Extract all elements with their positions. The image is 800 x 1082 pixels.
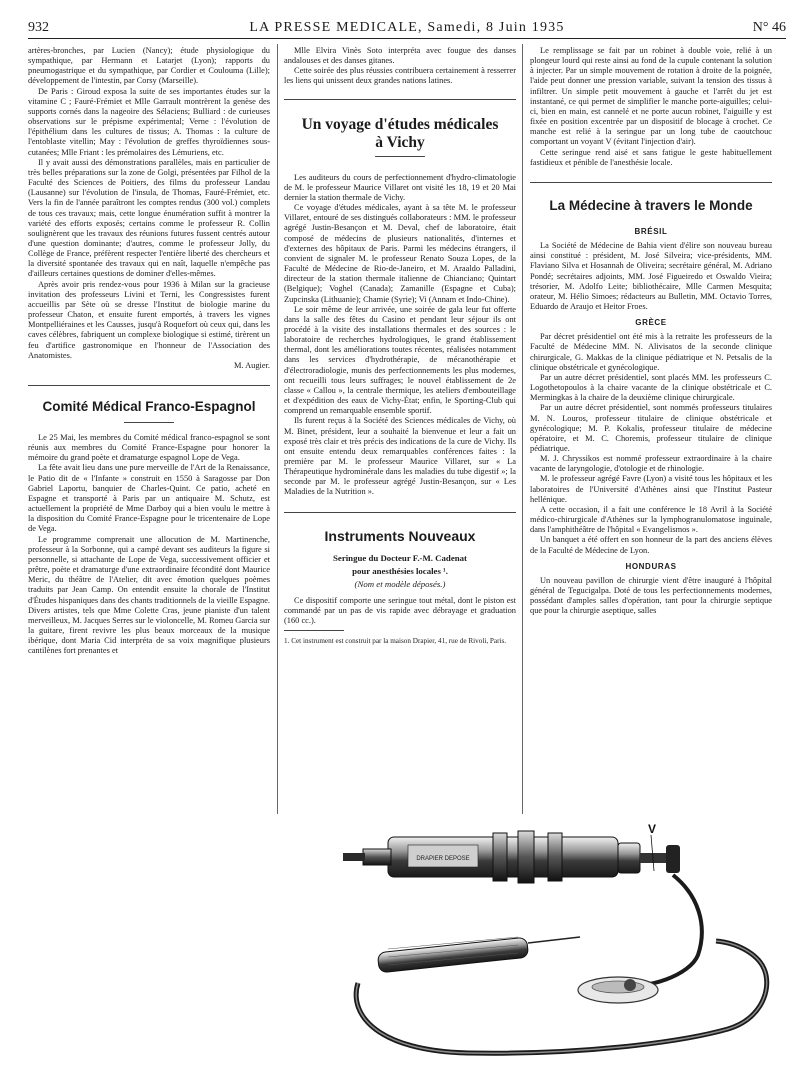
paragraph: La Société de Médecine de Bahia vient d'élire son nouveau bureau ainsi constitué : président, M. José Silveira; vice-présidents, MM. Flaviano Silva et Hosannah de Oliveira; secrétaire général, M. Adriano Pondé; secrétaires adjoints, MM. José Figueiredo et Oswaldo Vieira; trésorier, M. Adolfo Leite; bibliothécaire, Mlle Carmen Mesquita; orateur, M. Hélio Simoes; rédacteurs au Bulletin, MM. Octavio Torres, Eduardo de Araujo et Heitor Froes. — [530, 241, 772, 311]
paragraph: Les auditeurs du cours de perfectionnement d'hydro-climatologie de M. le professeur Maurice Villaret ont visité les 18, 19 et 20 Mai dernier la station thermale de Vichy. — [284, 172, 516, 202]
column-3 — [530, 46, 772, 617]
column-rule — [277, 44, 278, 814]
header-rule — [28, 38, 786, 39]
title-underline — [124, 422, 174, 423]
section-rule — [284, 512, 516, 513]
barrel-engraving: DRAPIER DEPOSE — [416, 856, 470, 862]
needle-handle — [377, 937, 528, 973]
section-rule — [284, 99, 516, 100]
subsection-title: Seringue du Docteur F.-M. Cadenat — [333, 552, 467, 563]
knurled-rings — [493, 831, 562, 883]
feed-tube — [618, 875, 702, 986]
paragraph: Après avoir pris rendez-vous pour 1936 à Milan sur la gracieuse invitation des professeurs Livini et Terni, les Congressistes furent accueillis par Sète où se dresse l'Institut de biologie marine du professeur Chaton, et ensuite furent emportés, à travers les vignes Montpelliéraines et les Causses, jusqu'à Roquefort où ceux qui, dans les caves célèbres, fabriquent un complexe biologique si estimé, tirèrent un feu d'artifice gastronomique en l'honneur de l'Association des Anatomistes. — [28, 279, 270, 360]
needle — [528, 937, 580, 943]
section-title: Un voyage d'études médicales — [301, 115, 499, 133]
paragraph: M. le professeur agrégé Favre (Lyon) a visité tous les hôpitaux et les laboratoires de l'Université d'Athènes ainsi que l'Institut Pasteur hellénique. — [530, 474, 772, 504]
paragraph: Cette seringue rend aisé et sans fatigue le geste habituellement fastidieux et pénible de l'anesthésie locale. — [530, 147, 772, 167]
journal-title: LA PRESSE MEDICALE, Samedi, 8 Juin 1935 — [249, 20, 565, 35]
paragraph: M. J. Chryssikos est nommé professeur extraordinaire à la chaire vacante de laryngologie, d'otologie et de rhinologie. — [530, 454, 772, 474]
title-underline — [375, 156, 425, 157]
paragraph: Cette soirée des plus réussies contribuera certainement à resserrer les liens qui unissent deux grandes nations latines. — [284, 66, 516, 86]
syringe-illustration — [318, 815, 780, 1077]
column-2 — [284, 46, 516, 646]
column-rule — [522, 44, 523, 814]
paragraph: De Paris : Giroud exposa la suite de ses importantes études sur la vitamine C ; Fauré-Frémiet et Mlle Garrault montrèrent la genèse des supports cornés dans la nageoire des Sélaciens; Bulliard : de curieuses observations sur le prépisme expérimental; Verne : l'évolution de l'épithélium dans les cultures de tissus; A. Thomas : la culture de l'entoblaste vitellin; May : l'évolution de greffes thyroïdiennes sous-cutanées; Mlle Friant : les prémolaires des Lémuriens, etc. — [28, 86, 270, 157]
paragraph: Le programme comprenait une allocution de M. Martinenche, professeur à la Sorbonne, qui a campé devant ses auditeurs la figure si personnelle, si attachante de Lope de Vega, successivement officier et prêtre, poète et dramaturge d'une extraordinaire fécondité dont Maurice Meric, du théâtre de l'Atelier, dit avec émotion quelques poèmes traduits par Jean Camp. On entendit ensuite la chorale de l'Institut d'Études hispaniques dans des chants traditionnels de la vieille Espagne. Divers artistes, tels que Mme Colette Cras, jeune pianiste d'un talent merveilleux, M. Jacques Serres sur le violoncelle, M. Romeu Garcia sur la guitare, firent revivre les plus beaux morceaux de la musique ibérique, dont Maria Cid interpréta de sa voix magnifique plusieurs cantilènes fort prenantes et — [28, 534, 270, 656]
country-heading: BRÉSIL — [634, 226, 668, 236]
paragraph: Ce voyage d'études médicales, ayant à sa tête M. le professeur Villaret, entouré de ses distingués collaborateurs : MM. le professeur agrégé Justin-Besançon et M. Deval, chef de laboratoire, était composé de médecins de plusieurs nationalités, d'internes et d'externes des hôpitaux de Paris. Parmi les médecins étrangers, il convient de signaler M. le professeur Renato Souza Lopes, de la Faculté de Médecine de Rio-de-Janeiro, et M. Araaldo Palladini, directeur de la station thermale italienne de Chianciano; Quintart (Belgique); Voghel (Canada); Zamanille (Espagne et Cuba); Zupcinska (Lithuanie); Chamie (Syrie); Vi (Annam et Indo-Chine). — [284, 203, 516, 304]
section-title: Comité Médical Franco-Espagnol — [42, 399, 256, 414]
paragraph: Mlle Elvira Vinès Soto interpréta avec fougue des danses andalouses et des danses gitanes. — [284, 46, 516, 66]
footnote: 1. Cet instrument est construit par la maison Drapier, 41, rue de Rivoli, Paris. — [284, 637, 507, 646]
paragraph: Par décret présidentiel ont été mis à la retraite les professeurs de la Faculté de Médecine MM. N. Alivisatos de la seconde clinique chirurgicale, G. Makkas de la clinique pédiatrique et N. Petsalis de la clinique obstétricale et gynécologique. — [530, 332, 772, 372]
section-rule — [28, 385, 270, 386]
paragraph: Il y avait aussi des démonstrations parallèles, mais en particulier de très belles préparations sur la zone de Golgi, présentées par Filhol de la Faculté des Sciences de Poitiers, des films du professeur Landau (Lausanne) sur l'évolution de l'insula, de Thomas, Fauré-Frémiet, etc. Vers la fin de l'année paraîtront les comptes rendus (300 vol.) complets de tous ces travaux; mais, cette longue énumération suffit à montrer la variété des efforts exposés; certains comme le professeur R. Collin soulignèrent que les travaux des réunions futures fussent centrés autour d'une question dominante; d'autres, comme le professeur Jolly, du Collège de France, préfèrent respecter l'entière liberté des chercheurs et la diversité spontanée des travaux qui en naît, laquelle n'empêche pas d'ailleurs certaines questions de dominer d'elles-mêmes. — [28, 157, 270, 279]
section-title: Instruments Nouveaux — [324, 527, 476, 544]
paragraph: Le 25 Mai, les membres du Comité médical franco-espagnol se sont réunis aux membres du Comité France-Espagne pour honorer la mémoire du grand poète et dramaturge espagnol Lope de Vega. — [28, 433, 270, 463]
country-heading: HONDURAS — [625, 561, 677, 571]
paragraph: La fête avait lieu dans une pure merveille de l'Art de la Renaissance, le Patio dit de « l'Infante » construit en 1550 à Saragosse par Don Gabriel Laportu, banquier de Charles-Quint. Ce patio, acheté en Espagne et transporté à Paris par un antiquaire M. Schutz, est actuellement la propriété de Mme Darboy qui a bien voulu le mettre à la disposition du Comité France-Espagne pour le tricentenaire de Lope de Vega. — [28, 463, 270, 534]
issue-number: N° 46 — [752, 20, 786, 35]
paragraph: A cette occasion, il a fait une conférence le 18 Avril à la Société médico-chirurgicale d'Athènes sur la lymphogranulomatose inguinale, dans l'amphithéâtre de l'hôpital « Evangelismos ». — [530, 504, 772, 535]
subsection-note: (Nom et modèle déposés.) — [354, 578, 446, 589]
section-rule — [530, 182, 772, 183]
subsection-title: pour anesthésies locales ¹. — [352, 565, 448, 576]
paragraph: artères-bronches, par Lucien (Nancy); étude physiologique du sympathique, par Hermann et Latarjet (Lyon); rapports du pneumogastrique et du sympathique, par Cordier et Coulouma (Lille); développement de l'intestin, par Corsy (Marseille). — [28, 46, 270, 86]
column-1 — [28, 46, 270, 656]
paragraph: Ils furent reçus à la Société des Sciences médicales de Vichy, où M. Binet, président, leur a souhaité la bienvenue et leur a fait un exposé très clair et très précis des indications de la cure de Vichy. Ils ont ensuite entendu deux remarquables conférences faites : la première par M. le professeur Maurice Villaret, sur « La Thérapeutique hydrominérale dans les maladies du tube digestif »; la seconde par M. le professeur agrégé Justin-Besançon, sur « Les Maladies de la Nutrition ». — [284, 416, 516, 497]
signature: M. Augier. — [233, 360, 270, 370]
paragraph: Le remplissage se fait par un robinet à double voie, relié à un plongeur lourd qui reste ainsi au fond de la cupule contenant la solution à injecter. Par un simple mouvement de rotation à droite de la poignée, l'aide peut donner une pression variable, suivant la tension des tissus à infiltrer. Un simple petit mouvement à gauche et l'arrêt du jet est instantané, ce qui permet de simplifier le manche porte-aiguilles; celui-ci, bien en main, est cannelé et ne porte aucun robinet, l'aiguille y est fixée en position excentrée par un dispositif de blocage à crochet. Ce manche est relié à la seringue par un long tube de caoutchouc comportant un voyant V (évitant l'injection d'air). — [530, 46, 772, 147]
label-v: V — [648, 822, 657, 836]
page-header — [28, 20, 786, 40]
country-heading: GRÈCE — [635, 318, 667, 328]
paragraph: Le soir même de leur arrivée, une soirée de gala leur fut offerte dans la salle des fêtes du Casino et pendant leur séjour ils ont procédé à la visite des installations thermales et des sources : le laboratoire de recherches hydrologiques, le grand établissement thermal, dont les améliorations toutes récentes, réalisées notamment dans les services d'hydrothérapie, de mécanothérapie et d'électroradiologie, munis des perfectionnements les plus modernes, ont recueilli tous leurs suffrages; le nouvel établissement de 2e classe « Callou », la centrale thermique, les ateliers d'embouteillage et d'expédition des eaux de Vichy-État; enfin, le Sporting-Club qui comprend un remarquable ensemble sportif. — [284, 304, 516, 416]
paragraph: Par un autre décret présidentiel, sont placés MM. les professeurs C. Logothetopoulos à la chaire vacante de la clinique obstétricale et C. Mermingkas à la chaire de la deuxième clinique chirurgicale. — [530, 372, 772, 403]
section-title: La Médecine à travers le Monde — [549, 197, 753, 213]
paragraph: Un banquet a été offert en son honneur de la part des anciens élèves de la Faculté de Médecine de Lyon. — [530, 535, 772, 555]
section-title: à Vichy — [375, 133, 425, 151]
paragraph: Un nouveau pavillon de chirurgie vient d'être inauguré à l'hôpital général de Tegucigalpa. Doté de tous les perfectionnements modernes, possédant d'amples salles d'opération, tant pour la chirurgie septique que pour la chirurgie aseptique, salles — [530, 575, 772, 616]
valve-handle — [640, 853, 670, 863]
footnote-rule — [284, 630, 344, 631]
paragraph: Ce dispositif comporte une seringue tout métal, dont le piston est commandé par un pas de vis rapide avec débrayage et graduation (160 cc.). — [284, 595, 516, 625]
page-number: 932 — [28, 20, 49, 35]
paragraph: Par un autre décret présidentiel, sont nommés professeurs titulaires M. N. Louros, professeur titulaire de clinique obstétricale et gynécologique; M. P. Kokalis, professeur titulaire de médecine opératoire, et M. C. Choremis, professeur titulaire de clinique pédiatrique. — [530, 403, 772, 453]
